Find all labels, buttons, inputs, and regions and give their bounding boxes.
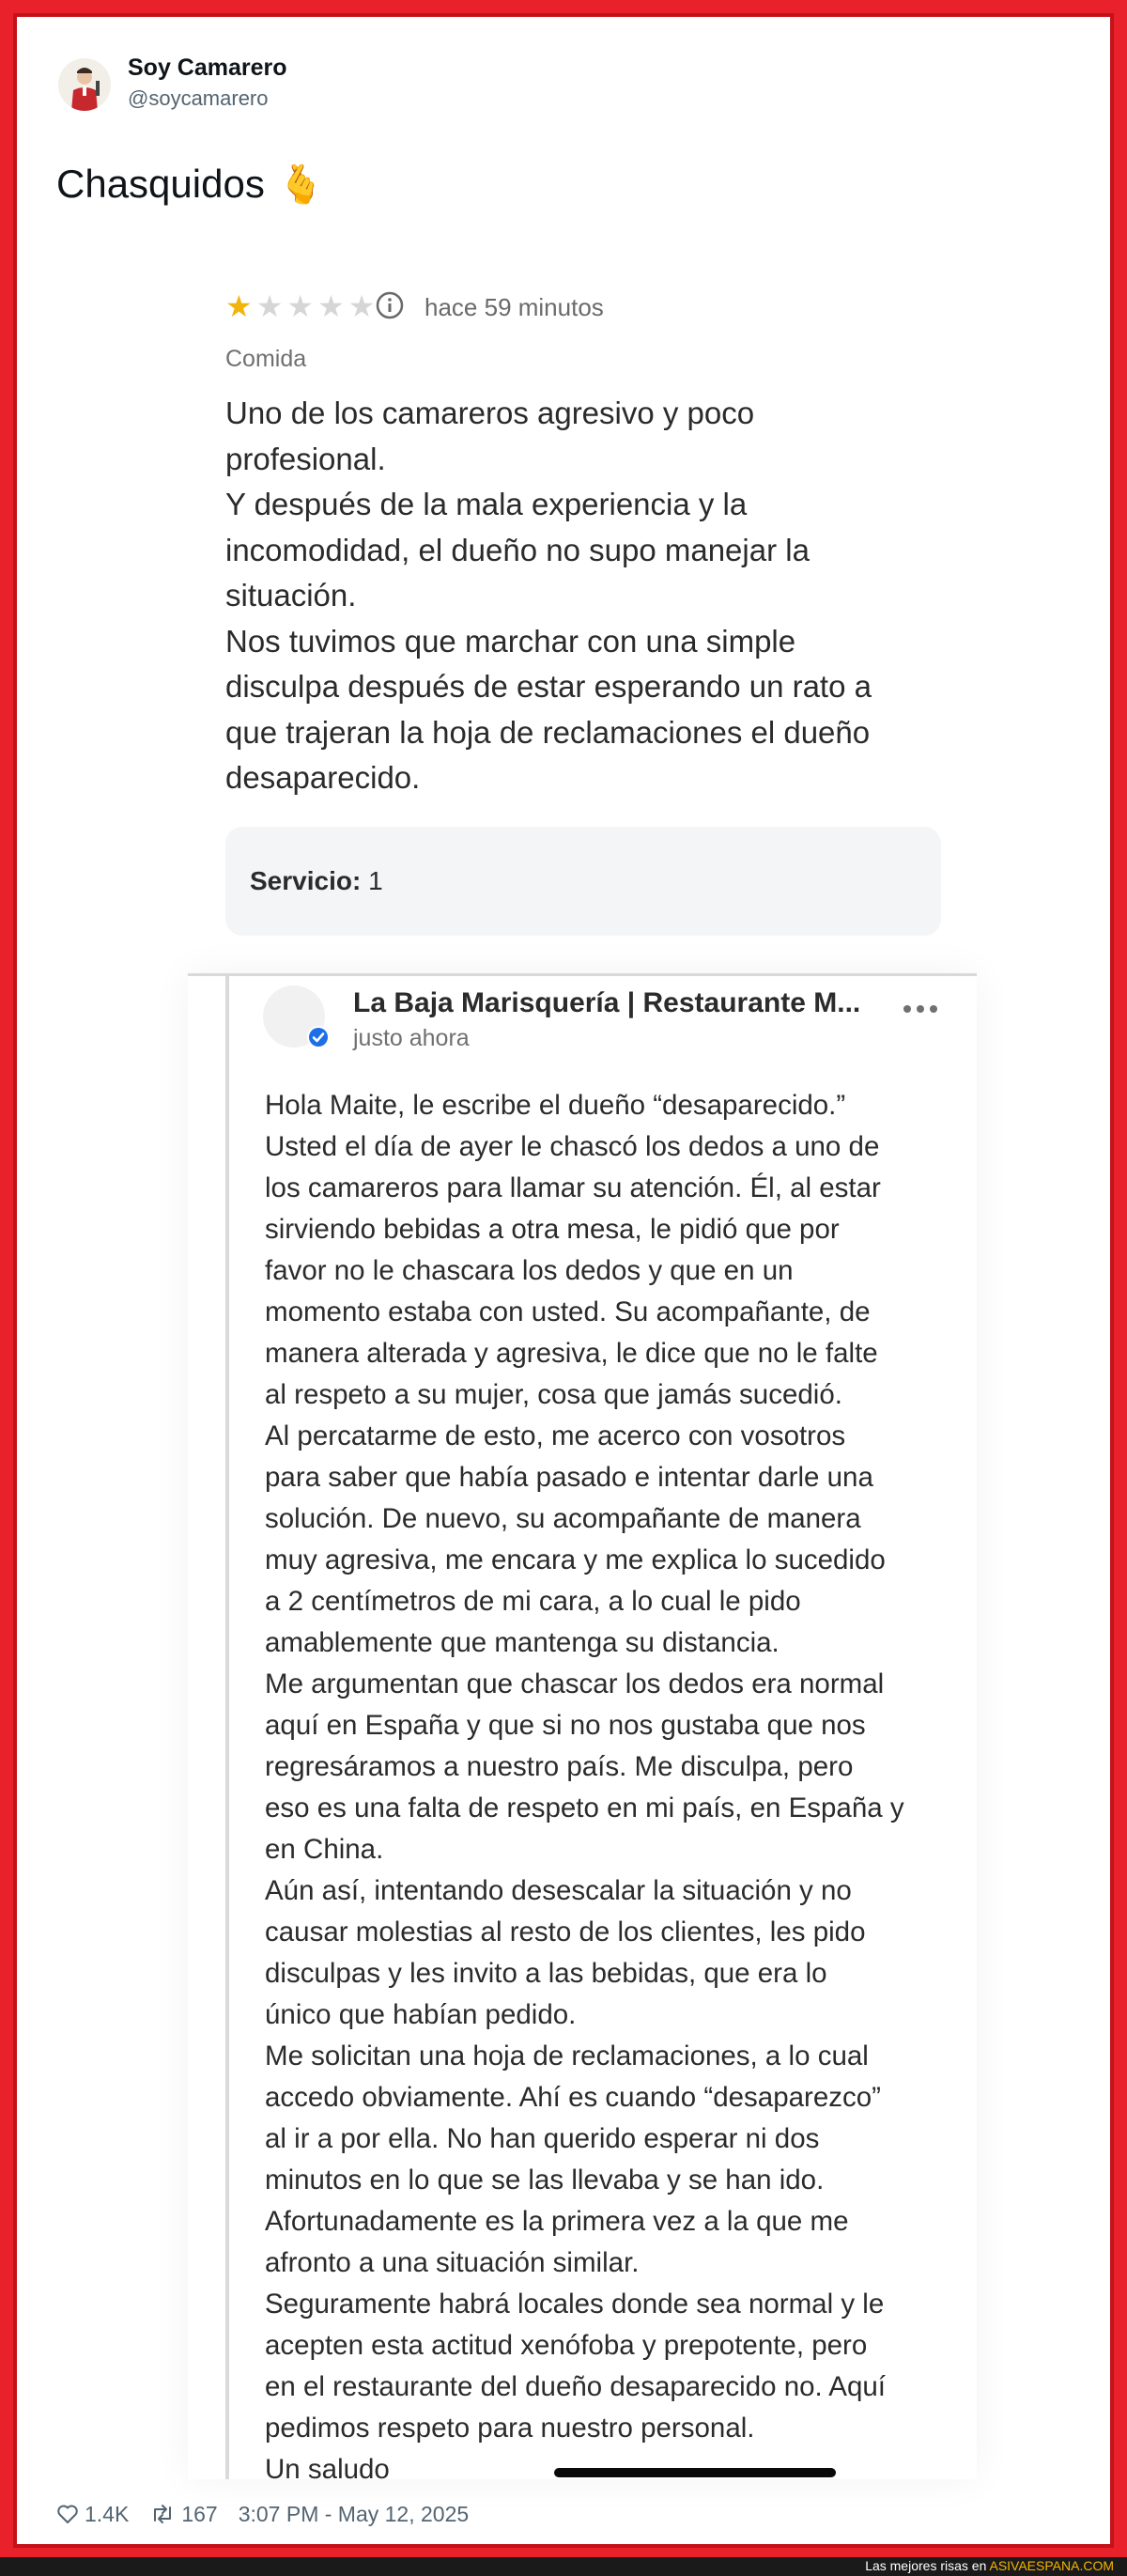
response-body-line: los camareros para llamar su atención. Él, al estar <box>265 1172 881 1203</box>
review-time: hace 59 minutos <box>425 293 604 321</box>
tweet-card <box>23 23 1104 2538</box>
response-body-line: sirviendo bebidas a otra mesa, le pidió que por <box>265 1214 840 1245</box>
author-name[interactable]: Soy Camarero <box>128 54 287 81</box>
star-filled-icon: ★ <box>225 289 253 323</box>
review-screenshot <box>56 263 1089 2485</box>
tweet-text-content: Chasquidos <box>56 162 265 206</box>
response-body-line: Me solicitan una hoja de reclamaciones, a lo cual <box>265 2041 869 2072</box>
retweet-icon <box>149 2504 176 2524</box>
watermark-site: ASIVAESPANA.COM <box>989 2558 1114 2573</box>
response-body <box>265 1085 960 2491</box>
watermark-prefix: Las mejores risas en <box>865 2558 987 2573</box>
response-body-line: acepten esta actitud xenófoba y prepotente, pero <box>265 2330 868 2361</box>
waiter-avatar-icon <box>58 58 111 111</box>
star-empty-icon: ★ <box>347 289 376 323</box>
response-body-line: en el restaurante del dueño desaparecido no. Aquí <box>265 2371 886 2402</box>
response-body-line: solución. De nuevo, su acompañante de manera <box>265 1503 861 1534</box>
author-handle[interactable]: @soycamarero <box>128 86 269 110</box>
watermark-bar <box>0 2557 1127 2576</box>
verified-badge-icon <box>306 1025 331 1049</box>
service-label: Servicio: <box>250 866 362 895</box>
response-body-line: al ir a por ella. No han querido esperar ni dos <box>265 2123 820 2154</box>
tweet-timestamp[interactable]: 3:07 PM - May 12, 2025 <box>238 2501 470 2526</box>
response-body-line: accedo obviamente. Ahí es cuando “desaparezco” <box>265 2082 881 2113</box>
like-metric[interactable] <box>56 2502 129 2527</box>
response-body-line: minutos en lo que se las llevaba y se han ido. <box>265 2165 825 2196</box>
response-body-line: pedimos respeto para nuestro personal. <box>265 2413 755 2444</box>
review-body-line: Uno de los camareros agresivo y poco <box>225 396 755 430</box>
more-options-icon[interactable] <box>902 1002 939 1016</box>
response-time: justo ahora <box>353 1025 470 1051</box>
tweet-text <box>56 162 325 207</box>
star-empty-icon: ★ <box>317 289 345 323</box>
response-body-line: amablemente que mantenga su distancia. <box>265 1627 780 1658</box>
heart-icon <box>56 2504 79 2524</box>
response-body-line: favor no le chascara los dedos y que en un <box>265 1255 794 1286</box>
response-body-line: al respeto a su mujer, cosa que jamás sucedió. <box>265 1379 842 1410</box>
review-category: Comida <box>225 346 307 372</box>
response-body-line: Hola Maite, le escribe el dueño “desaparecido.” <box>265 1090 846 1121</box>
review-body-line: Y después de la mala experiencia y la <box>225 487 748 521</box>
watermark[interactable] <box>865 2558 1114 2573</box>
service-rating <box>250 866 383 896</box>
review-body-line: desaparecido. <box>225 760 421 795</box>
review-body-line: incomodidad, el dueño no supo manejar la <box>225 532 810 567</box>
response-body-line: disculpas y les invito a las bebidas, que era lo <box>265 1958 827 1989</box>
avatar[interactable] <box>58 58 111 111</box>
like-count: 1.4K <box>85 2501 130 2526</box>
response-body-line: único que habían pedido. <box>265 1999 577 2030</box>
response-body-line: aquí en España y que si no nos gustaba que nos <box>265 1710 866 1741</box>
star-empty-icon: ★ <box>255 289 284 323</box>
response-body-line: en China. <box>265 1834 384 1865</box>
response-body-line: para saber que había pasado e intentar darle una <box>265 1462 873 1493</box>
owner-response-card <box>188 973 977 2485</box>
info-icon <box>376 291 404 319</box>
response-body-line: eso es una falta de respeto en mi país, en España y <box>265 1792 904 1823</box>
star-rating <box>225 291 375 321</box>
review-body-line: situación. <box>225 578 357 613</box>
response-body-line: regresáramos a nuestro país. Me disculpa, pero <box>265 1751 854 1782</box>
review-body-line: Nos tuvimos que marchar con una simple <box>225 623 796 659</box>
response-body-line: Afortunadamente es la primera vez a la que me <box>265 2206 849 2237</box>
star-empty-icon: ★ <box>286 289 315 323</box>
response-body-line: Seguramente habrá locales donde sea normal y le <box>265 2289 885 2320</box>
review-body <box>225 391 939 801</box>
review-body-line: disculpa después de estar esperando un rato a <box>225 669 872 704</box>
service-value: 1 <box>368 866 383 895</box>
response-body-line: Aún así, intentando desescalar la situación y no <box>265 1875 852 1906</box>
response-body-line: Al percatarme de esto, me acerco con vosotros <box>265 1420 846 1451</box>
home-indicator <box>554 2468 836 2477</box>
business-name[interactable]: La Baja Marisquería | Restaurante M... <box>353 987 861 1018</box>
review-body-line: profesional. <box>225 441 386 476</box>
response-body-line: manera alterada y agresiva, le dice que no le falte <box>265 1338 878 1369</box>
response-body-line: Usted el día de ayer le chascó los dedos a uno de <box>265 1131 880 1162</box>
snap-fingers-emoji-icon: 🫰 <box>277 163 325 206</box>
response-body-line: causar molestias al resto de los clientes, les pido <box>265 1916 866 1948</box>
tweet-footer <box>56 2497 469 2531</box>
retweet-metric[interactable] <box>149 2502 217 2527</box>
response-body-line: muy agresiva, me encara y me explica lo sucedido <box>265 1544 886 1575</box>
retweet-count: 167 <box>181 2501 218 2526</box>
response-body-line: Un saludo <box>265 2454 390 2485</box>
response-body-line: momento estaba con usted. Su acompañante, de <box>265 1296 871 1327</box>
response-body-line: a 2 centímetros de mi cara, a lo cual le pido <box>265 1586 801 1617</box>
response-body-line: Me argumentan que chascar los dedos era normal <box>265 1668 885 1699</box>
service-rating-box <box>225 827 941 936</box>
tweet-frame <box>13 13 1114 2548</box>
thread-line <box>225 976 229 2479</box>
review-body-line: que trajeran la hoja de reclamaciones el dueño <box>225 714 871 750</box>
response-body-line: afronto a una situación similar. <box>265 2247 640 2278</box>
